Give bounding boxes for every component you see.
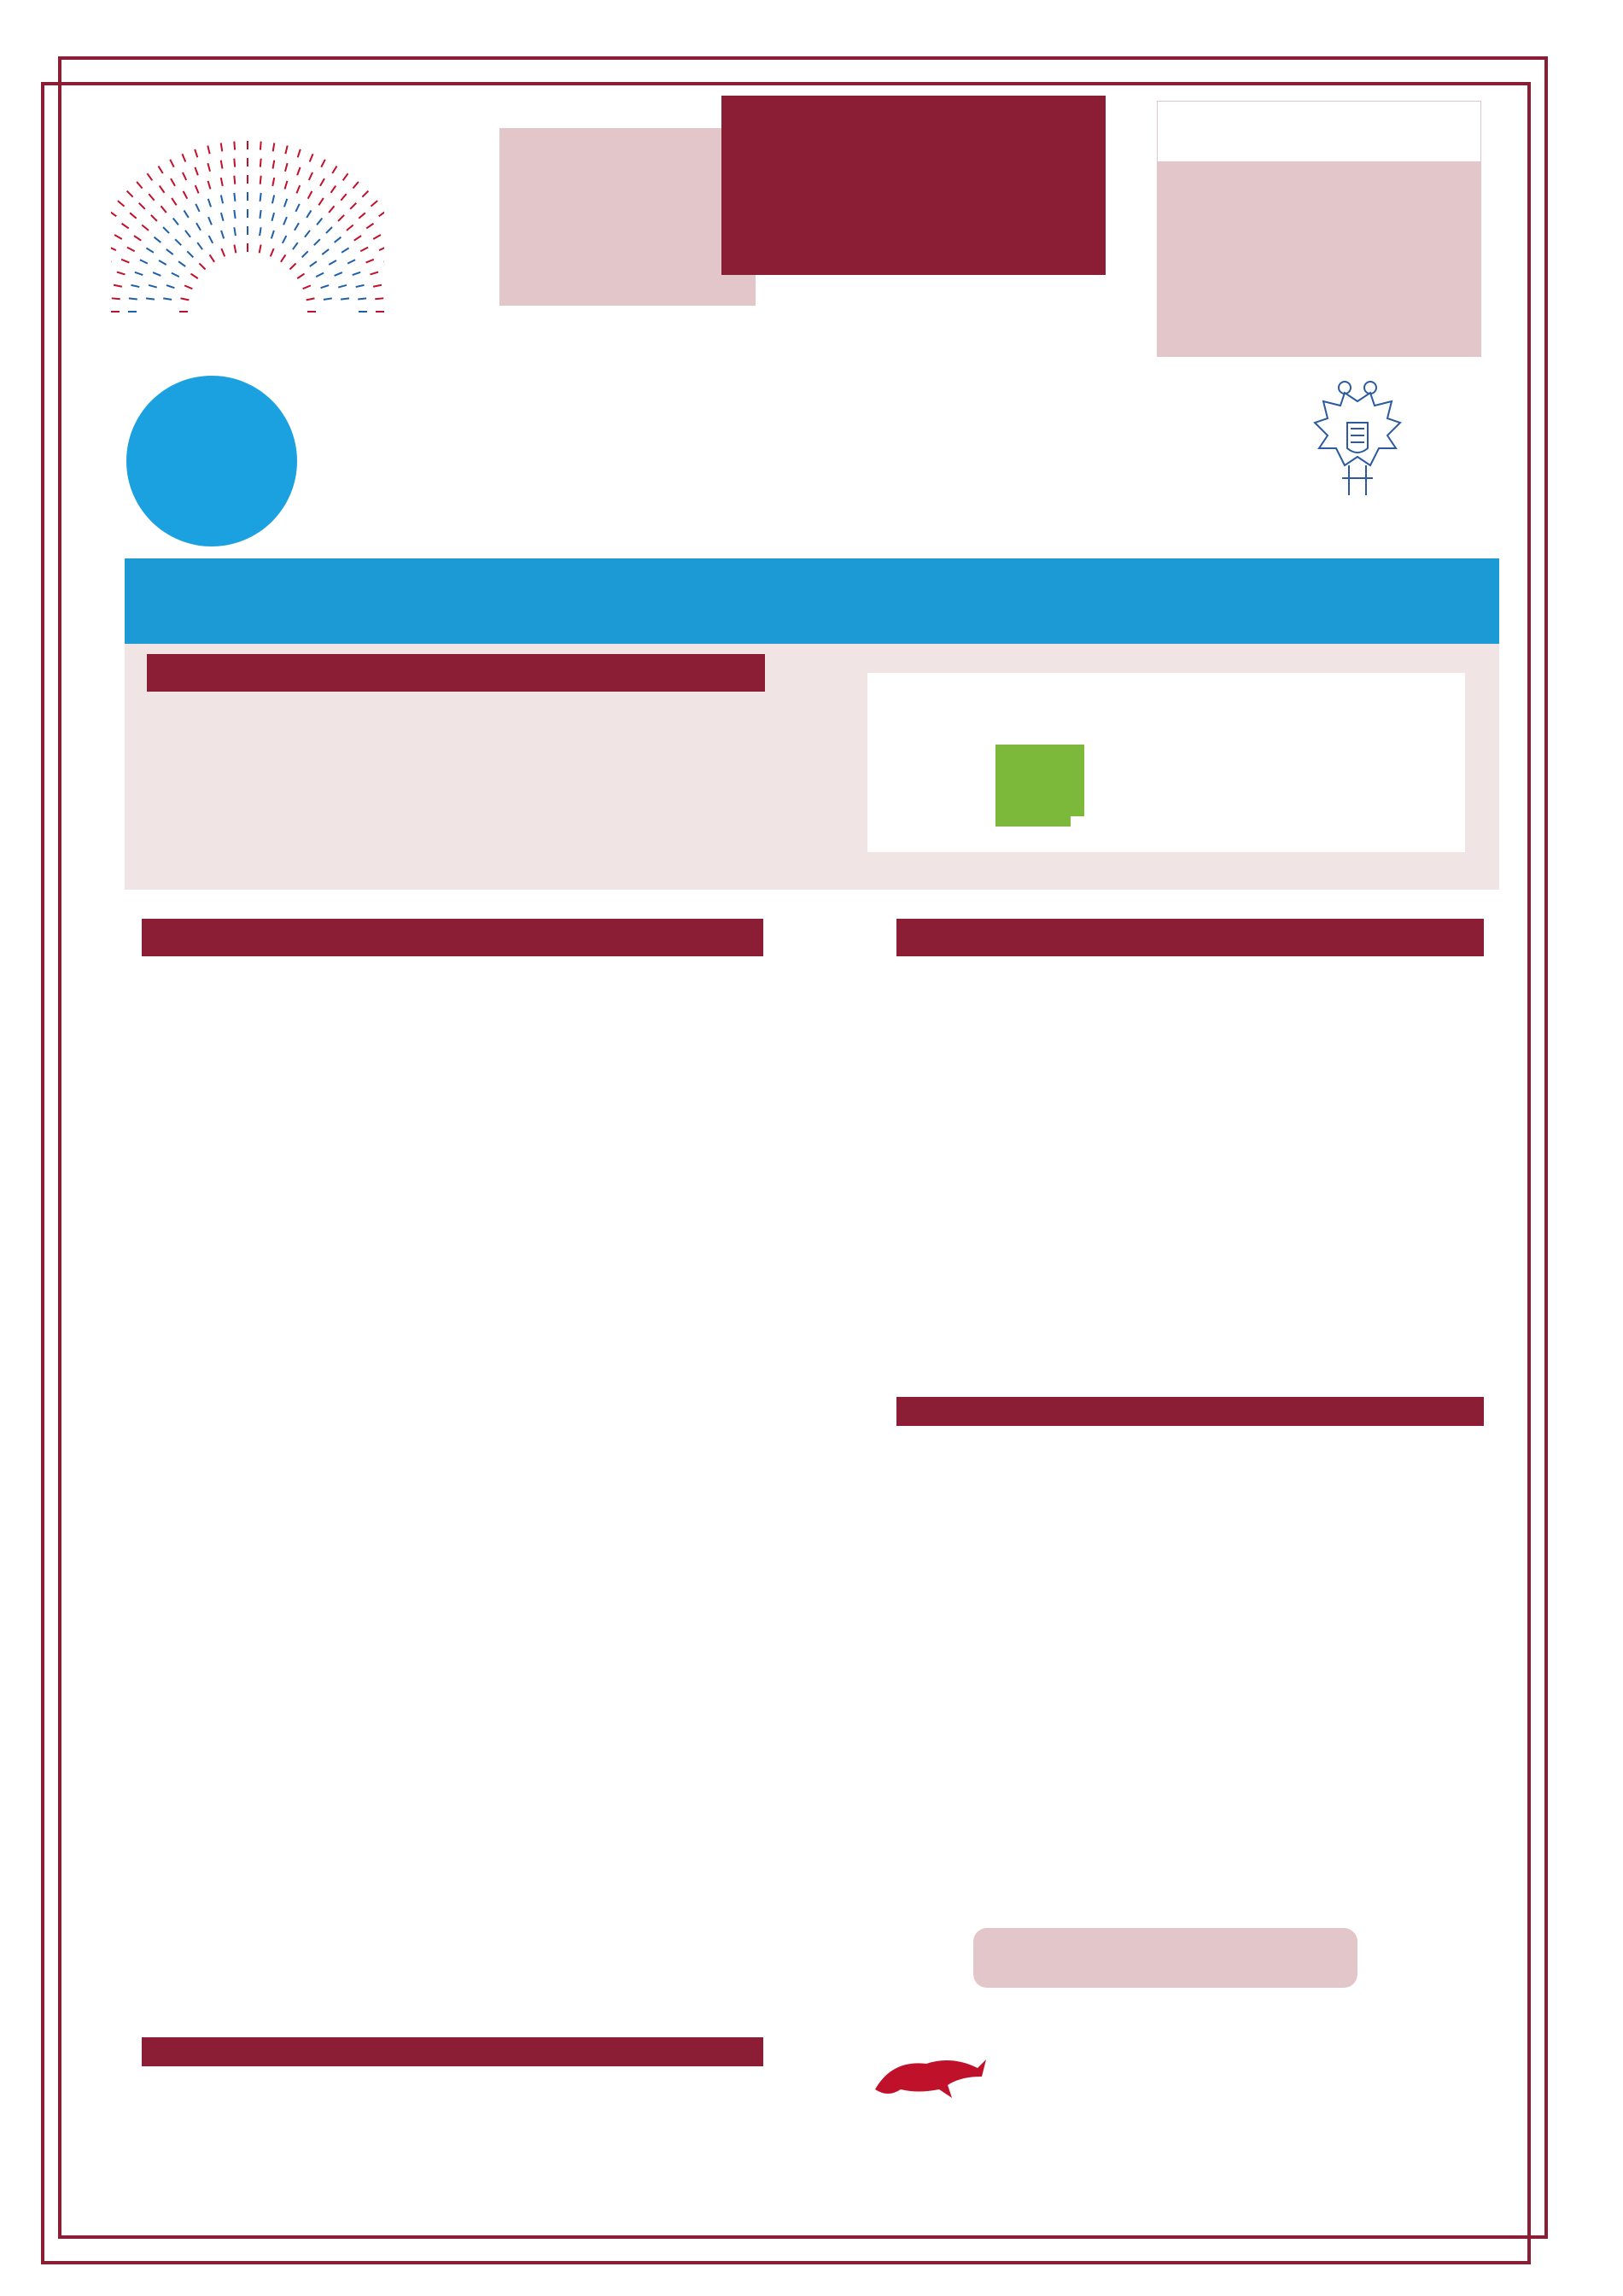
seat-mark [354,236,361,241]
theatre-year-logo [154,256,367,275]
seat-mark [183,172,186,180]
guest-section-header [147,654,765,692]
theatre-logo [721,96,1106,275]
small-stage-header [896,919,1484,956]
seat-mark [362,191,368,197]
seat-mark [373,285,382,287]
seat-mark [314,239,320,245]
seat-mark [260,227,261,236]
seat-mark [307,210,311,217]
seat-mark [303,285,311,289]
seat-mark [140,260,148,263]
seat-mark [175,239,181,245]
seat-mark [184,191,188,199]
seat-mark [234,227,236,236]
seat-mark [234,210,235,219]
seat-mark [318,198,324,205]
seat-mark [195,167,197,175]
seat-mark [338,215,344,221]
seat-mark [139,203,145,209]
seat-mark [335,237,342,242]
seat-mark [160,186,165,193]
horse-icon [867,2051,995,2102]
seat-mark [293,242,298,249]
seat-mark [129,298,137,299]
seat-mark [332,166,336,173]
seat-mark [221,213,224,221]
seat-mark [146,248,153,253]
seat-mark [341,194,346,201]
seat-mark [347,225,353,230]
seat-mark [159,166,163,173]
kassy-logo [973,1928,1357,1988]
seat-mark [142,225,149,230]
seat-mark [184,285,192,289]
seat-mark [298,149,301,158]
organizer-box [867,673,1465,852]
seat-mark [122,224,129,229]
seat-mark [134,236,141,241]
seat-mark [358,298,366,299]
seat-mark [305,231,310,237]
seat-mark [221,248,225,256]
seat-mark [149,194,154,201]
seat-mark [151,215,157,221]
seat-mark [273,161,275,169]
tour-dates [1157,101,1481,162]
seat-mark [234,245,236,254]
main-stage-header [142,919,763,956]
seat-mark [127,248,135,252]
seat-mark [341,298,349,299]
seat-mark [284,199,287,207]
seat-mark [131,285,140,287]
seat-mark [366,224,373,229]
seat-mark [283,217,287,225]
seat-mark [221,161,223,169]
seat-mark [321,160,325,167]
seat-mark [260,159,261,167]
seat-mark [112,298,120,299]
seat-mark [221,196,223,204]
seat-mark [379,247,384,250]
seat-mark [196,223,201,231]
seat-mark [373,235,381,239]
seat-mark [317,219,322,225]
seat-mark [147,173,152,180]
seat-mark [234,176,235,184]
seat-mark [114,235,122,239]
seat-mark [271,213,274,221]
seat-mark [285,181,288,190]
seat-mark [310,154,313,161]
seat-mark [375,298,383,299]
seat-mark [163,298,172,300]
seat-mark [155,237,161,242]
seat-mark [184,210,189,217]
seat-mark [296,185,300,193]
seat-mark [234,159,235,167]
seat-mark [322,249,329,254]
seat-mark [209,236,213,243]
seat-mark [196,185,199,193]
tour-box [1157,101,1481,357]
tour-panel [1157,162,1481,357]
tour-banner [125,558,1499,644]
bolshie-gastroli-logo [126,376,297,546]
seat-mark [309,172,312,180]
seat-mark [207,163,210,172]
seat-mark [307,298,315,300]
seat-mark [273,143,275,151]
seat-mark [379,211,384,216]
seat-mark [171,178,175,186]
seat-mark [308,191,312,199]
seat-mark [197,242,202,249]
seat-mark [320,178,324,186]
seat-mark [260,245,261,254]
seat-mark [117,272,126,275]
seat-mark [295,223,299,231]
fcpgd-logo-notch [1071,816,1084,827]
seat-mark [356,285,365,287]
seat-mark [207,146,209,155]
seat-mark [111,211,116,216]
seat-mark [173,219,178,225]
seat-mark [297,167,300,175]
seat-mark [343,173,348,180]
seat-mark [285,163,288,172]
seat-mark [353,182,358,189]
seat-mark [208,181,211,190]
seat-mark [295,204,299,212]
seat-mark [260,193,261,202]
seat-mark [221,178,223,186]
tomskoe-vremya-logo [845,2032,1016,2186]
seat-mark [283,236,287,243]
season-block [499,128,756,306]
seat-mark [271,248,274,256]
seat-mark [321,285,330,288]
seat-mark [371,201,377,206]
seat-mark [221,231,224,239]
seat-mark [135,272,143,275]
seat-mark [118,201,125,206]
seat-mark [221,143,223,151]
seat-mark [121,260,129,263]
fcpgd-logo-icon [995,745,1084,827]
seat-mark [271,231,274,239]
seat-mark [196,204,199,212]
seat-mark [111,247,116,250]
seat-mark [161,206,166,213]
seat-mark [166,249,173,254]
coat-of-arms-icon [1306,376,1409,504]
seat-mark [272,196,274,204]
seat-mark [166,285,175,288]
seat-mark [208,199,211,207]
seat-mark [260,142,261,150]
seat-mark [329,206,334,213]
seat-mark [114,285,122,287]
seat-mark [359,213,365,218]
seat-mark [195,149,197,158]
seat-mark [234,193,235,202]
main-kids-header [142,2037,763,2066]
seat-mark [172,198,177,205]
seat-mark [342,248,348,253]
seat-mark [350,203,356,209]
seat-mark [324,298,332,300]
seat-mark [208,217,212,225]
seat-mark [182,154,185,161]
seat-mark [170,160,174,167]
seat-mark [127,191,133,197]
seat-mark [137,182,142,189]
seat-mark [149,285,157,288]
seat-mark [130,213,137,218]
seat-mark [260,176,261,184]
seat-mark [371,272,379,275]
seat-mark [338,285,347,288]
seat-mark [181,298,190,300]
seat-mark [331,186,336,193]
seat-mark [146,298,155,299]
seat-mark [272,178,274,186]
small-kids-header [896,1397,1484,1426]
seat-mark [326,227,332,233]
theatre-year-logo-arc [111,128,384,316]
seat-mark [360,248,368,252]
seat-mark [285,146,287,155]
seat-mark [185,231,190,237]
seat-mark [163,227,169,233]
seat-mark [234,142,235,150]
